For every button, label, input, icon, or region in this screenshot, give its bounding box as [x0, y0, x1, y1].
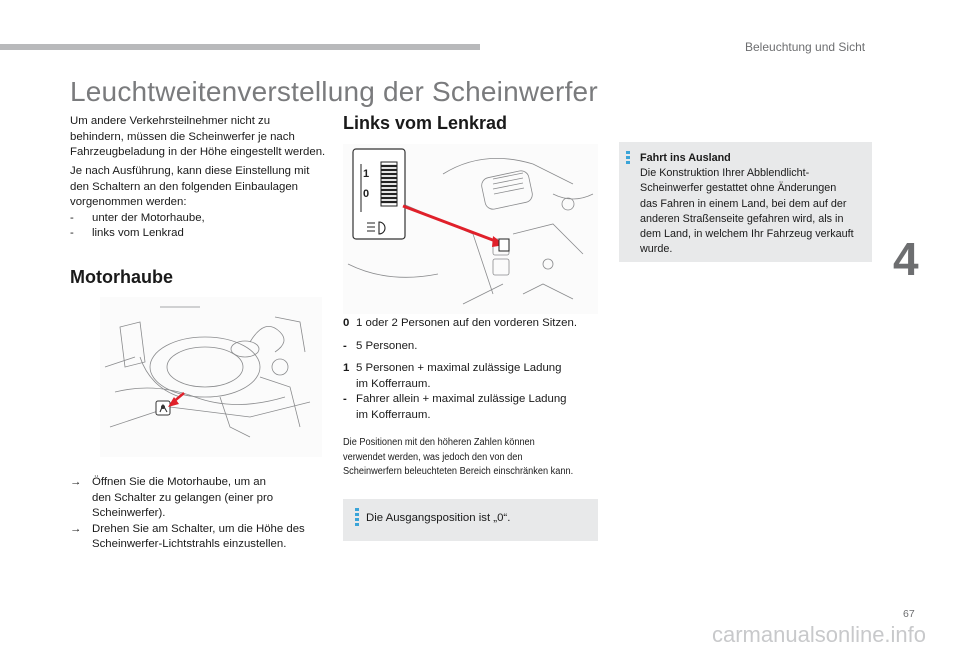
- note-line: Scheinwerfern beleuchteten Bereich einschränken kann.: [343, 466, 574, 477]
- step-item: [70, 522, 332, 553]
- step-arrow-icon: →: [70, 522, 82, 535]
- page-number: 67: [903, 608, 915, 620]
- setting-row: [343, 316, 603, 332]
- engine-bay-drawing: [100, 297, 322, 457]
- setting-row: [343, 392, 603, 423]
- list-item: [70, 211, 332, 227]
- section-title: Beleuchtung und Sicht: [745, 40, 866, 54]
- ausland-text: [640, 151, 868, 257]
- step-arrow-icon: →: [70, 476, 82, 488]
- step-line: Öffnen Sie die Motorhaube, um an: [92, 476, 266, 488]
- list-marker: -: [70, 227, 74, 239]
- watermark[interactable]: carmanualsonline.info: [712, 622, 927, 647]
- dashboard-switch: [499, 239, 509, 251]
- ausland-line: anderen Straßenseite gefahren wird, als in: [640, 212, 844, 225]
- intro-paragraph-1: [70, 114, 332, 161]
- dial-mark-label: 1: [363, 168, 370, 180]
- list-item: [70, 226, 332, 242]
- setting-line: 5 Personen + maximal zulässige Ladung: [356, 362, 562, 374]
- settings-list: [343, 316, 603, 430]
- setting-line: im Kofferraum.: [356, 377, 431, 390]
- engine-bay-illustration: [100, 297, 322, 457]
- list-text: unter der Motorhaube,: [92, 211, 205, 224]
- intro-p1-line: Fahrzeugbeladung in der Höhe eingestellt werden.: [70, 146, 326, 158]
- intro-p2-line: den Schaltern an den folgenden Einbaulagen: [70, 180, 299, 193]
- setting-line: Fahrer allein + maximal zulässige Ladung: [356, 393, 567, 405]
- setting-line: im Kofferraum.: [356, 408, 431, 421]
- step-line: Scheinwerfer-Lichtstrahls einzustellen.: [92, 538, 287, 550]
- ausland-title: Fahrt ins Ausland: [640, 152, 731, 164]
- setting-key: -: [343, 393, 347, 405]
- list-text: links vom Lenkrad: [92, 227, 184, 239]
- setting-key: 1: [343, 362, 350, 374]
- step-line: Drehen Sie am Schalter, um die Höhe des: [92, 522, 305, 535]
- ausland-line: Die Konstruktion Ihrer Abblendlicht-: [640, 167, 810, 180]
- step-text: [92, 475, 273, 522]
- page-title: Leuchtweitenverstellung der Scheinwerfer: [70, 76, 598, 107]
- info-text: Die Ausgangsposition ist „0“.: [366, 512, 511, 524]
- intro-paragraph-2: [70, 164, 332, 242]
- info-box-ausland: [619, 142, 872, 262]
- step-line: Scheinwerfer).: [92, 507, 166, 519]
- setting-text: 1 oder 2 Personen auf den vorderen Sitzen.: [356, 317, 577, 329]
- motorhaube-heading: Motorhaube: [70, 267, 173, 287]
- info-box-start-position: [343, 499, 598, 541]
- setting-text: [356, 361, 561, 392]
- setting-key: 0: [343, 317, 350, 329]
- intro-p1-line: Um andere Verkehrsteilnehmer nicht zu: [70, 115, 271, 127]
- chapter-number: 4: [893, 233, 919, 285]
- dial-mark-label: 0: [363, 188, 370, 200]
- setting-text: 5 Personen.: [356, 339, 418, 352]
- list-marker: -: [70, 211, 74, 224]
- setting-key: -: [343, 339, 347, 352]
- dashboard-illustration: [343, 144, 598, 314]
- step-item: [70, 475, 332, 522]
- intro-p1-line: behindern, müssen die Scheinwerfer je nach: [70, 130, 295, 143]
- info-icon: [355, 508, 359, 528]
- ausland-line: wurde.: [640, 243, 673, 256]
- setting-row: [343, 361, 603, 392]
- headlamp-adjust-knob-icon: [156, 401, 170, 415]
- note-line: Die Positionen mit den höheren Zahlen können: [343, 437, 535, 448]
- ausland-line: das Fahren in einem Land, bei dem auf der: [640, 197, 847, 210]
- header-bar: [0, 44, 480, 50]
- ausland-line: Scheinwerfer gestattet ohne Änderungen: [640, 182, 837, 195]
- lenkrad-heading: Links vom Lenkrad: [343, 113, 508, 133]
- pointer-line: [403, 206, 498, 242]
- step-line: den Schalter zu gelangen (einer pro: [92, 491, 274, 504]
- dashboard-drawing: [343, 144, 598, 314]
- intro-p2-line: Je nach Ausführung, kann diese Einstellung mit: [70, 165, 310, 177]
- ausland-line: dem Land, in welchem Ihr Fahrzeug verkauft: [640, 228, 854, 241]
- positions-note: [343, 436, 582, 480]
- info-icon: [626, 151, 630, 165]
- intro-p2-line: vorgenommen werden:: [70, 196, 187, 208]
- setting-row: [343, 339, 603, 355]
- step-text: [92, 522, 305, 553]
- setting-text: [356, 392, 567, 423]
- motorhaube-steps: [70, 475, 332, 553]
- note-line: verwendet werden, was jedoch den von den: [343, 451, 523, 463]
